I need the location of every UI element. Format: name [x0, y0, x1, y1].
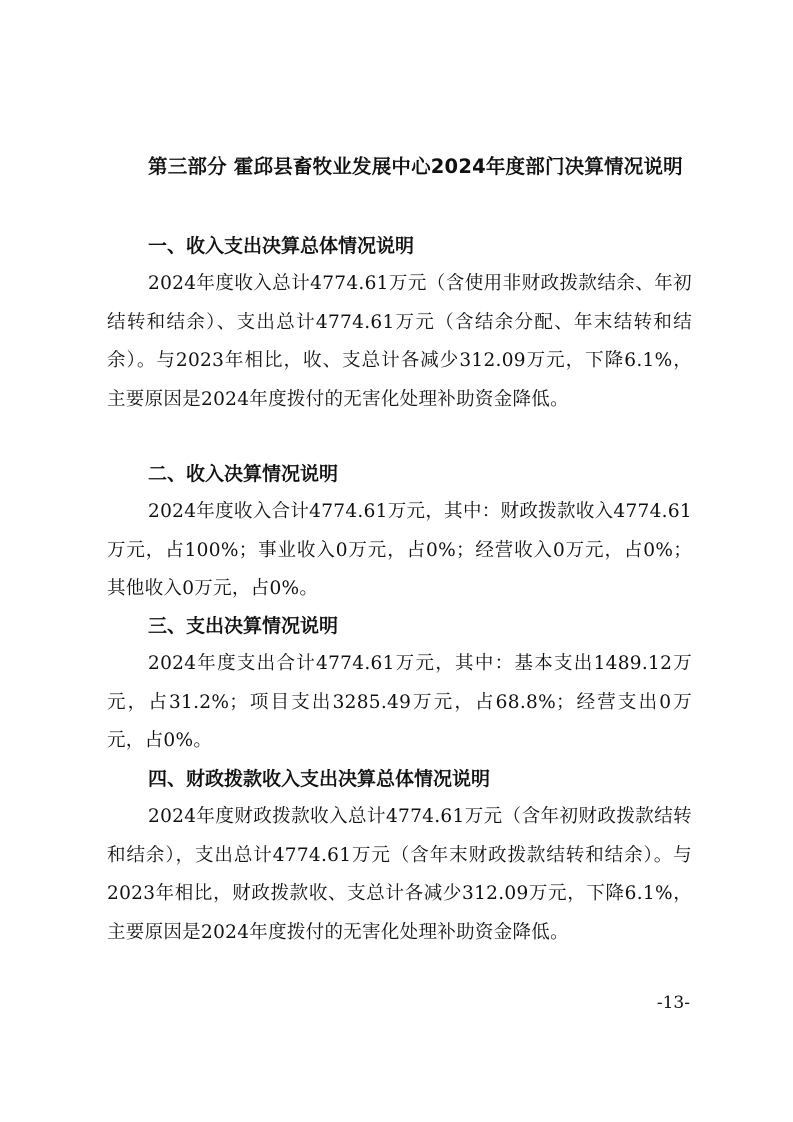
section-paragraph-1: 2024年度收入总计4774.61万元（含使用非财政拨款结余、年初结转和结余）、支出总计4774.61万元（含结余分配、年末结转和结余）。与2023年相比，收、支总计各减少312.09万元，下降6.1%，主要原因是2024年度拨付的无害化处理补助资金降低。 — [107, 273, 692, 410]
section-paragraph-4: 2024年度财政拨款收入总计4774.61万元（含年初财政拨款结转和结余），支出总计4774.61万元（含年末财政拨款结转和结余）。与2023年相比，财政拨款收、支总计各减少312.09万元，下降6.1%，主要原因是2024年度拨付的无害化处理补助资金降低。 — [107, 806, 692, 943]
section-heading-2: 二、收入决算情况说明 — [148, 463, 339, 485]
section-heading-4: 四、财政拨款收入支出决算总体情况说明 — [148, 768, 491, 790]
page-number: -13- — [656, 993, 690, 1013]
section-paragraph-3: 2024年度支出合计4774.61万元，其中：基本支出1489.12万元，占31.2%；项目支出3285.49万元，占68.8%；经营支出0万元，占0%。 — [107, 653, 692, 751]
section-heading-1: 一、收入支出决算总体情况说明 — [148, 235, 415, 257]
section-paragraph-2: 2024年度收入合计4774.61万元，其中：财政拨款收入4774.61万元，占100%；事业收入0万元，占0%；经营收入0万元，占0%；其他收入0万元，占0%。 — [107, 501, 692, 599]
section-heading-3: 三、支出决算情况说明 — [148, 615, 339, 637]
document-title: 第三部分 霍邱县畜牧业发展中心2024年度部门决算情况说明 — [148, 155, 683, 178]
